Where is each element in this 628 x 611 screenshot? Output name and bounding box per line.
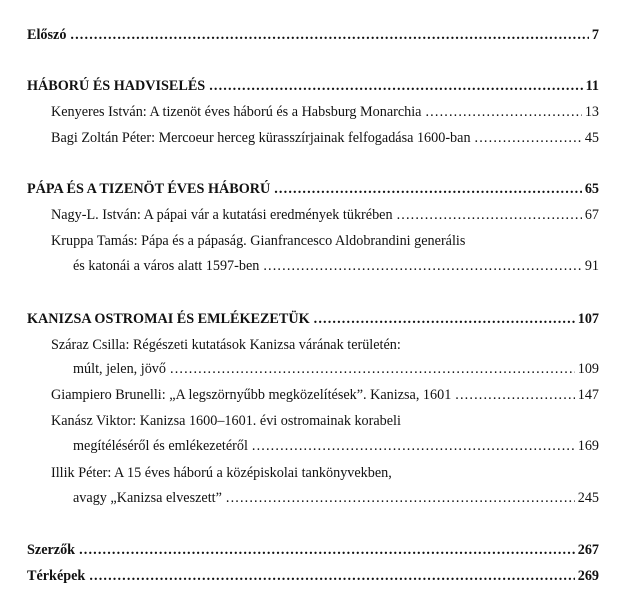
toc-page-number: 65 [584, 181, 599, 197]
dot-leader [170, 359, 575, 379]
toc-entry-text: Bagi Zoltán Péter: Mercoeur herceg kürasszírjainak felfogadása 1600-ban [51, 130, 471, 146]
toc-entry-szerzok[interactable] [27, 540, 599, 560]
dot-leader [252, 436, 575, 456]
toc-entry-text: Kanász Viktor: Kanizsa 1600–1601. évi ostromainak korabeli [51, 413, 401, 429]
toc-entry-text: Giampiero Brunelli: „A legszörnyűbb megközelítések”. Kanizsa, 1601 [51, 387, 452, 403]
toc-title: Szerzők [27, 542, 76, 558]
dot-leader [397, 205, 582, 225]
toc-entry-line2[interactable] [73, 436, 599, 456]
toc-page-number: 109 [577, 361, 599, 377]
toc-page-number: 7 [591, 27, 599, 43]
toc-entry-terkepek[interactable] [27, 566, 599, 586]
toc-section-haboru-es-hadviseles[interactable] [27, 76, 599, 96]
toc-page-number: 107 [577, 311, 599, 327]
toc-entry-line2[interactable] [73, 359, 599, 379]
toc-entry-text: múlt, jelen, jövő [73, 361, 166, 377]
toc-page-number: 267 [577, 542, 599, 558]
dot-leader [70, 25, 588, 45]
dot-leader [79, 540, 575, 560]
toc-entry-text: Kenyeres István: A tizenöt éves háború és a Habsburg Monarchia [51, 104, 422, 120]
toc-section-papa-es-a-tizenot-eves-haboru[interactable] [27, 179, 599, 199]
dot-leader [274, 179, 582, 199]
toc-entry-text: Illik Péter: A 15 éves háború a középiskolai tankönyvekben, [51, 465, 392, 481]
dot-leader [89, 566, 574, 586]
toc-entry-eloszo[interactable] [27, 25, 599, 45]
toc-entry[interactable] [51, 102, 599, 122]
dot-leader [263, 256, 581, 276]
toc-entry[interactable] [51, 128, 599, 148]
toc-entry-line1[interactable] [51, 231, 599, 251]
dot-leader [314, 309, 575, 329]
toc-entry-text: Száraz Csilla: Régészeti kutatások Kanizsa várának területén: [51, 337, 401, 353]
toc-page-number: 245 [577, 490, 599, 506]
toc-page-number: 269 [577, 568, 599, 584]
dot-leader [226, 488, 575, 508]
toc-page-number: 147 [577, 387, 599, 403]
toc-section-kanizsa-ostromai[interactable] [27, 309, 599, 329]
toc-entry-line2[interactable] [73, 488, 599, 508]
toc-title: Előszó [27, 27, 67, 43]
toc-entry-text: Nagy-L. István: A pápai vár a kutatási eredmények tükrében [51, 207, 393, 223]
toc-page-number: 13 [584, 104, 599, 120]
toc-section-title: PÁPA ÉS A TIZENÖT ÉVES HÁBORÚ [27, 181, 271, 197]
toc-entry-line1[interactable] [51, 411, 599, 431]
toc-section-title: KANIZSA OSTROMAI ÉS EMLÉKEZETÜK [27, 311, 310, 327]
toc-entry[interactable] [51, 205, 599, 225]
toc-entry-text: avagy „Kanizsa elveszett” [73, 490, 222, 506]
dot-leader [475, 128, 582, 148]
toc-entry-text: és katonái a város alatt 1597-ben [73, 258, 260, 274]
dot-leader [209, 76, 582, 96]
toc-entry-text: megítéléséről és emlékezetéről [73, 438, 248, 454]
toc-page-number: 45 [584, 130, 599, 146]
toc-page-number: 67 [584, 207, 599, 223]
dot-leader [425, 102, 581, 122]
toc-section-title: HÁBORÚ ÉS HADVISELÉS [27, 78, 206, 94]
toc-title: Térképek [27, 568, 86, 584]
toc-entry-text: Kruppa Tamás: Pápa és a pápaság. Gianfrancesco Aldobrandini generális [51, 233, 466, 249]
toc-entry-line2[interactable] [73, 256, 599, 276]
toc-entry[interactable] [51, 385, 599, 405]
toc-page-number: 11 [585, 78, 599, 94]
toc-entry-line1[interactable] [51, 335, 599, 355]
toc-page-number: 169 [577, 438, 599, 454]
toc-entry-line1[interactable] [51, 463, 599, 483]
dot-leader [455, 385, 574, 405]
toc-page-number: 91 [584, 258, 599, 274]
